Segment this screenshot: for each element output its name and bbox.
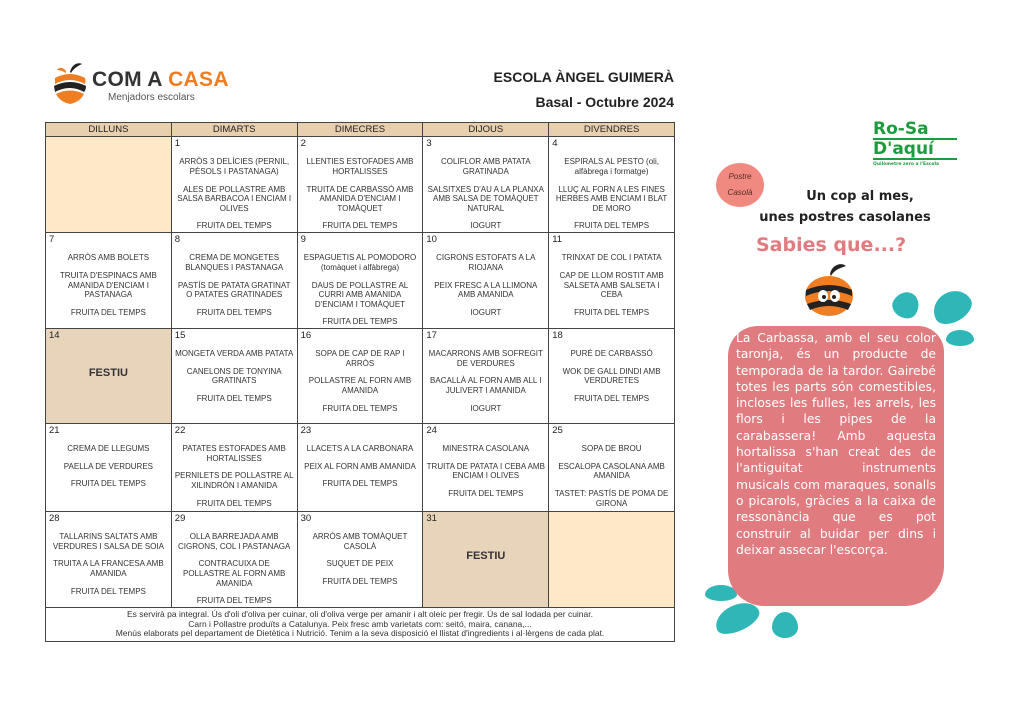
day-number: 24 [426,424,437,436]
day-menu-cell [171,423,297,511]
day-menu-cell [423,232,549,328]
sabies-que-heading: Sabies que...? [756,234,907,256]
day-number: 16 [300,329,312,341]
decorative-splash [772,612,798,638]
day-menu-cell [297,232,423,328]
day-number: 21 [49,424,60,436]
day-number: 3 [426,138,432,149]
school-name: ESCOLA ÀNGEL GUIMERÀ [493,69,674,85]
dish: FRUITA DEL TEMPS [448,489,524,499]
dish: FRUITA DEL TEMPS [196,307,272,317]
dish: FRUITA DEL TEMPS [70,479,146,489]
dish: CREMA DE LLEGUMS [67,444,150,454]
dish: CANELONS DE TONYINA GRATINATS [186,366,282,386]
dish: MACARRONS AMB SOFREGIT DE VERDURES [428,349,543,368]
postre-casola-badge: Postre Casolà [716,163,764,207]
dish: PERNILETS DE POLLASTRE AL XILINDRÓN I AMANIDA [174,471,294,491]
day-number: 1 [174,138,181,149]
footer-line: Es servirà pa integral. Ús d'oli d'oliva per cuinar, oli d'oliva verge per amanir i alt oleic per fregir. Ús de sal Iodada per cuinar. [127,608,593,619]
day-menu-cell [549,232,675,328]
week-row [46,511,675,607]
day-number: 9 [300,233,306,245]
holiday-cell [423,511,549,607]
dish: TRUITA DE CARBASSÓ AMB AMANIDA D'ENCIAM I TOMÀQUET [306,184,414,213]
day-number: 14 [49,329,60,341]
holiday-label: FESTIU [466,550,506,563]
dish: FRUITA DEL TEMPS [196,394,272,404]
decorative-splash [888,287,924,323]
day-menu-cell [549,328,675,423]
dish: WOK DE GALL DINDI AMB VERDURETES [562,366,661,386]
day-menu-cell [549,423,675,511]
holiday-cell [46,328,172,423]
dish: FRUITA DEL TEMPS [70,586,146,596]
rosa-daqui-logo: Ro-Sa D'aquí Quilòmetre zero a l'Escola [873,120,957,170]
day-number: 11 [552,233,563,245]
day-menu-cell [297,511,423,607]
dish: LLUÇ AL FORN A LES FINES HERBES AMB ENCIAM I BLAT DE MORO [555,184,668,213]
dish: FRUITA DEL TEMPS [196,596,272,606]
dish: FRUITA DEL TEMPS [574,221,650,231]
dish: PURÉ DE CARBASSÓ [570,349,653,359]
dish: BACALLÀ AL FORN AMB ALL I JULIVERT I AMANIDA [430,376,542,396]
day-menu-cell [297,328,423,423]
dish: FRUITA DEL TEMPS [322,317,398,327]
empty-day-cell [46,137,172,233]
dish: OLLA BARREJADA AMB CIGRONS, COL I PASTANAGA [178,532,291,551]
weekday-header: DIMECRES [297,123,423,137]
day-number: 2 [300,138,306,149]
day-number: 30 [300,512,312,524]
dish: TRUITA D'ESPINACS AMB AMANIDA D'ENCIAM I PASTANAGA [59,270,157,300]
dish: FRUITA DEL TEMPS [574,307,650,317]
dish: PEIX AL FORN AMB AMANIDA [304,461,416,471]
dish: ARRÒS AMB TOMÀQUET CASOLÀ [312,532,408,551]
dish: TRUITA DE PATATA I CEBA AMB ENCIAM I OLIVES [426,461,545,481]
dish: FRUITA DEL TEMPS [322,403,398,413]
dish: ESPIRALS AL PESTO (oli, alfàbrega i formatge) [564,157,659,176]
day-number: 31 [426,512,437,524]
empty-day-cell [549,511,675,607]
day-menu-cell [171,137,297,233]
day-number: 15 [174,329,186,341]
dish: LLACETS A LA CARBONARA [306,444,414,454]
dish: FRUITA DEL TEMPS [196,221,272,231]
day-menu-cell [171,328,297,423]
dish: SOPA DE CAP DE RAP I ARRÒS [315,349,405,368]
day-menu-cell [46,232,172,328]
dish: FRUITA DEL TEMPS [196,498,272,508]
day-menu-cell [423,328,549,423]
dish: ALES DE POLLASTRE AMB SALSA BARBACOA I ENCIAM I OLIVES [177,184,292,213]
dish: SOPA DE BROU [581,444,642,454]
menu-period: Basal - Octubre 2024 [535,94,674,110]
dish: CIGRONS ESTOFATS A LA RIOJANA [436,253,536,272]
day-number: 29 [174,512,186,524]
menu-table [45,122,675,642]
decorative-splash [946,330,974,346]
day-menu-cell [171,232,297,328]
day-menu-cell [297,423,423,511]
dish: CREMA DE MONGETES BLANQUES I PASTANAGA [185,253,284,272]
dish: FRUITA DEL TEMPS [322,577,398,587]
dish: FRUITA DEL TEMPS [322,479,398,489]
day-number: 8 [174,233,181,245]
dish: SUQUET DE PEIX [326,559,394,569]
week-row [46,328,675,423]
pumpkin-mascot-icon [802,262,856,318]
dish: ARRÒS 3 DELÍCIES (PERNIL, PÈSOLS I PASTANAGA) [179,157,290,176]
footer-notes [46,607,675,641]
weekday-header: DILLUNS [46,123,172,137]
day-menu-cell [171,511,297,607]
dish: CAP DE LLOM ROSTIT AMB SALSETA AMB SALSETA I CEBA [559,270,664,300]
dish: FRUITA DEL TEMPS [322,221,398,231]
dish: POLLASTRE AL FORN AMB AMANIDA [308,376,412,396]
footer-line: Carn i Pollastre produïts a Catalunya. Peix fresc amb varietats com: seitó, maira, canana,... [188,618,532,629]
weekday-header: DIVENDRES [549,123,675,137]
dish: ESCALOPA CASOLANA AMB AMANIDA [558,461,665,481]
dish: TASTET: PASTÍS DE POMA DE GIRONA [554,489,669,508]
dish: TRUITA A LA FRANCESA AMB AMANIDA [53,559,164,579]
dish: LLENTIES ESTOFADES AMB HORTALISSES [306,157,414,176]
brand-name: COM A CASA [92,68,229,91]
week-row [46,137,675,233]
dish: TALLARINS SALTATS AMB VERDURES I SALSA DE SOIA [52,532,164,551]
slogan: Un cop al mes, unes postres casolanes [759,189,931,225]
day-number: 17 [426,329,437,341]
week-row [46,423,675,511]
dish: DAUS DE POLLASTRE AL CURRI AMB AMANIDA D'ENCIAM I TOMÀQUET [311,280,409,309]
dish: ARRÒS AMB BOLETS [67,253,150,263]
footer-line: Menús elaborats pel departament de Dietètica i Nutrició. Tenim a la seva disposició el llistat d'ingredients i al·lèrgens de cada plat. [115,628,605,639]
day-menu-cell [46,423,172,511]
weekday-header: DIMARTS [171,123,297,137]
day-number: 18 [552,329,563,341]
dish: PATATES ESTOFADES AMB HORTALISSES [182,444,286,463]
decorative-splash [927,284,977,330]
day-number: 4 [552,138,558,149]
week-row [46,232,675,328]
day-menu-cell [423,423,549,511]
day-number: 23 [300,424,312,436]
dish: TRINXAT DE COL I PATATA [561,253,662,263]
dish: IOGURT [470,221,502,231]
dish: MINESTRA CASOLANA [442,444,530,454]
dish: CONTRACUIXA DE POLLASTRE AL FORN AMB AMANIDA [182,559,286,588]
day-number: 10 [426,233,437,245]
day-menu-cell [549,137,675,233]
day-menu-cell [46,511,172,607]
day-menu-cell [297,137,423,233]
dish: MONGETA VERDA AMB PATATA [175,349,294,359]
dish: FRUITA DEL TEMPS [574,394,650,404]
weekday-header: DIJOUS [423,123,549,137]
day-number: 7 [49,233,55,245]
dish: PEIX FRESC A LA LLIMONA AMB AMANIDA [434,280,538,300]
dish: ESPAGUETIS AL POMODORO (tomàquet i alfàbrega) [303,253,417,272]
fruit-logo-icon [52,62,88,106]
dish: COLIFLOR AMB PATATA GRATINADA [441,157,531,176]
holiday-label: FESTIU [88,367,128,380]
brand-subtitle: Menjadors escolars [108,92,195,103]
com-a-casa-logo [52,62,232,110]
carbassa-fact-box: La Carbassa, amb el seu color taronja, és un producte de temporada de la tardor. Gairebé totes les parts són comestibles, incloses les fulles, les arrels, les flors i les pipes de la carabassera! Amb aquesta hortalissa s'han creat des de l'antiguitat instruments musicals com maraques, sonalls o picarols, gràcies a la caixa de ressonància que es pot construir al buidar per dins i deixar assecar l'escorça. [728,326,944,606]
day-number: 25 [552,424,563,436]
day-number: 22 [174,424,186,436]
dish: FRUITA DEL TEMPS [70,307,146,317]
day-number: 28 [49,512,60,524]
dish: IOGURT [470,403,502,413]
dish: SALSITXES D'AU A LA PLANXA AMB SALSA DE TOMÀQUET NATURAL [427,184,544,213]
dish: PASTÍS DE PATATA GRATINAT O PATATES GRATINADES [177,280,291,300]
dish: PAELLA DE VERDURES [63,461,153,471]
dish: IOGURT [470,307,502,317]
day-menu-cell [423,137,549,233]
